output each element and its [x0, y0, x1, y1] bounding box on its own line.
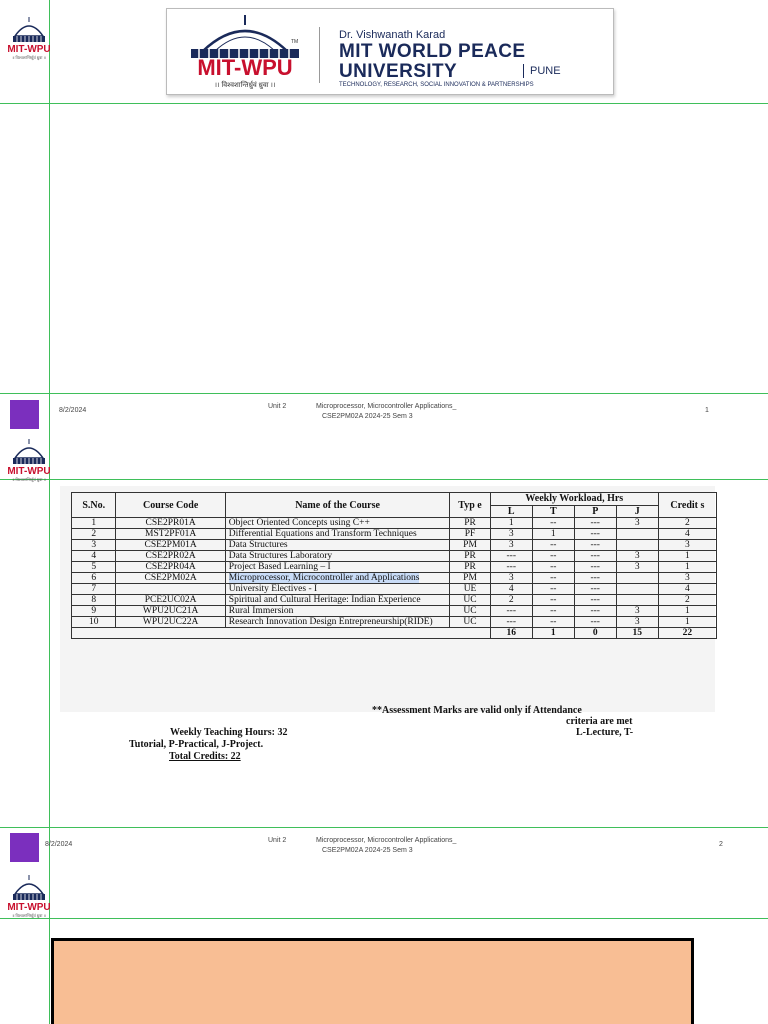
cell-l: 1 — [490, 518, 532, 529]
cell-p: --- — [574, 562, 616, 573]
table-row — [72, 584, 717, 595]
header-j: J — [616, 505, 658, 518]
table-row — [72, 518, 717, 529]
cell-j — [616, 573, 658, 584]
cell-course-name: Spiritual and Cultural Heritage: Indian Experience — [225, 595, 450, 606]
purple-block — [10, 833, 39, 862]
cell-course-name: Differential Equations and Transform Techniques — [225, 529, 450, 540]
cell-p: --- — [574, 606, 616, 617]
table-row — [72, 595, 717, 606]
guide-line-horizontal — [0, 918, 768, 919]
cell-course-name — [225, 573, 450, 584]
logo-motto: ॥ विश्वशान्तिर्ध्रुवं ध्रुवा ॥ — [12, 913, 46, 918]
cell-credits: 4 — [658, 584, 716, 595]
footer-page-number: 2 — [719, 841, 723, 848]
cell-t: -- — [532, 562, 574, 573]
cell-p: --- — [574, 518, 616, 529]
table-row — [72, 617, 717, 628]
cell-sno: 9 — [72, 606, 116, 617]
table-row — [72, 529, 717, 540]
cell-course-name: University Electives - I — [225, 584, 450, 595]
cell-type: UC — [450, 617, 490, 628]
cell-l: --- — [490, 551, 532, 562]
cell-t: -- — [532, 573, 574, 584]
cell-course-code: CSE2PR02A — [116, 551, 225, 562]
footer-course-meta: CSE2PM02A 2024-25 Sem 3 — [322, 413, 413, 420]
cell-credits: 1 — [658, 551, 716, 562]
cell-t: -- — [532, 606, 574, 617]
cell-t: -- — [532, 540, 574, 551]
totals-blank — [72, 628, 491, 639]
cell-j: 3 — [616, 606, 658, 617]
cell-course-name: Research Innovation Design Entrepreneurship(RIDE) — [225, 617, 450, 628]
cell-course-code: WPU2UC21A — [116, 606, 225, 617]
total-credits: 22 — [658, 628, 716, 639]
cell-t: -- — [532, 617, 574, 628]
cell-l: 3 — [490, 540, 532, 551]
header-course-code: Course Code — [116, 493, 225, 518]
header-p: P — [574, 505, 616, 518]
mit-wpu-logo — [4, 872, 54, 918]
cell-p: --- — [574, 551, 616, 562]
cell-course-code: CSE2PR01A — [116, 518, 225, 529]
cell-course-code: CSE2PM01A — [116, 540, 225, 551]
cell-course-code: WPU2UC22A — [116, 617, 225, 628]
slide-3 — [0, 866, 768, 1024]
cell-credits: 2 — [658, 595, 716, 606]
header-credits: Credit s — [658, 493, 716, 518]
highlighted-course-name: Microprocessor, Microcontroller and Applications — [228, 572, 420, 583]
footer-page-number: 1 — [705, 407, 709, 414]
cell-sno: 3 — [72, 540, 116, 551]
cell-credits: 1 — [658, 617, 716, 628]
cell-course-code: PCE2UC02A — [116, 595, 225, 606]
slide-2 — [0, 430, 768, 866]
total-j: 15 — [616, 628, 658, 639]
cell-type: PM — [450, 573, 490, 584]
cell-l: --- — [490, 617, 532, 628]
cell-p: --- — [574, 584, 616, 595]
footer-course: Microprocessor, Microcontroller Applications_ — [316, 837, 457, 844]
cell-type: PR — [450, 551, 490, 562]
cell-j: 3 — [616, 617, 658, 628]
cell-credits: 3 — [658, 573, 716, 584]
cell-sno: 5 — [72, 562, 116, 573]
course-table-body — [72, 518, 717, 639]
cell-course-name: Data Structures — [225, 540, 450, 551]
logo-text: MIT-WPU — [7, 466, 51, 477]
logo-text: MIT-WPU — [7, 44, 51, 55]
cell-sno: 2 — [72, 529, 116, 540]
weekly-teaching-hours: Weekly Teaching Hours: 32 — [170, 727, 288, 738]
dome-icon — [9, 872, 49, 902]
logo-motto: ॥ विश्वशान्तिर्ध्रुवं ध्रुवा ॥ — [12, 477, 46, 482]
cell-j — [616, 529, 658, 540]
cell-t: -- — [532, 584, 574, 595]
university-city: PUNE — [523, 64, 561, 78]
header-workload: Weekly Workload, Hrs — [490, 493, 658, 506]
slide-1 — [0, 0, 768, 430]
guide-line-horizontal — [0, 393, 768, 394]
cell-l: 3 — [490, 573, 532, 584]
banner-divider — [319, 27, 320, 83]
banner-brand: MIT-WPU — [197, 55, 293, 80]
cell-sno: 8 — [72, 595, 116, 606]
header-type: Typ e — [450, 493, 490, 518]
header-course-name: Name of the Course — [225, 493, 450, 518]
cell-p: --- — [574, 595, 616, 606]
cell-type: UC — [450, 595, 490, 606]
cell-p: --- — [574, 529, 616, 540]
guide-line-horizontal — [0, 103, 768, 104]
table-row — [72, 551, 717, 562]
purple-block — [10, 400, 39, 429]
cell-p: --- — [574, 617, 616, 628]
cell-l: 2 — [490, 595, 532, 606]
cell-j: 3 — [616, 551, 658, 562]
guide-line-vertical — [49, 430, 50, 866]
legend-line2: Tutorial, P-Practical, J-Project. — [129, 739, 264, 750]
logo-text: MIT-WPU — [7, 902, 51, 913]
cell-course-code: CSE2PR04A — [116, 562, 225, 573]
total-p: 0 — [574, 628, 616, 639]
orange-content-box — [51, 938, 694, 1024]
cell-t: -- — [532, 551, 574, 562]
dome-icon — [173, 13, 317, 59]
cell-p: --- — [574, 540, 616, 551]
cell-sno: 7 — [72, 584, 116, 595]
header-l: L — [490, 505, 532, 518]
footer-unit: Unit 2 — [268, 403, 287, 410]
course-table — [71, 492, 717, 639]
cell-sno: 4 — [72, 551, 116, 562]
university-tagline: TECHNOLOGY, RESEARCH, SOCIAL INNOVATION & PARTNERSHIPS — [339, 82, 534, 88]
cell-t: -- — [532, 518, 574, 529]
cell-t: 1 — [532, 529, 574, 540]
university-name-line2: UNIVERSITY — [339, 61, 458, 82]
table-row — [72, 606, 717, 617]
founder-name: Dr. Vishwanath Karad — [339, 29, 446, 41]
cell-t: -- — [532, 595, 574, 606]
guide-line-horizontal — [0, 479, 768, 480]
cell-type: PM — [450, 540, 490, 551]
cell-l: 3 — [490, 529, 532, 540]
mit-wpu-logo — [4, 436, 54, 482]
cell-j — [616, 540, 658, 551]
logo-motto: ॥ विश्वशान्तिर्ध्रुवं ध्रुवा ॥ — [12, 55, 46, 60]
table-row-totals — [72, 628, 717, 639]
cell-credits: 1 — [658, 606, 716, 617]
cell-j — [616, 584, 658, 595]
footer-date: 8/2/2024 — [59, 407, 87, 414]
cell-course-name: Data Structures Laboratory — [225, 551, 450, 562]
university-name-line1: MIT WORLD PEACE — [339, 41, 526, 62]
university-banner — [166, 8, 614, 95]
cell-course-code — [116, 584, 225, 595]
table-row — [72, 562, 717, 573]
assessment-note-line1: **Assessment Marks are valid only if Attendance — [372, 705, 582, 716]
trademark: TM — [291, 39, 299, 45]
cell-type: PR — [450, 518, 490, 529]
footer-course: Microprocessor, Microcontroller Applications_ — [316, 403, 457, 410]
cell-l: --- — [490, 606, 532, 617]
cell-credits: 4 — [658, 529, 716, 540]
footer-unit: Unit 2 — [268, 837, 287, 844]
assessment-note-line2: criteria are met — [566, 716, 633, 727]
cell-j — [616, 595, 658, 606]
footer-date: 8/2/2024 — [45, 841, 73, 848]
header-sno: S.No. — [72, 493, 116, 518]
cell-credits: 2 — [658, 518, 716, 529]
cell-credits: 3 — [658, 540, 716, 551]
dome-icon — [9, 436, 49, 466]
cell-j: 3 — [616, 518, 658, 529]
cell-type: UE — [450, 584, 490, 595]
guide-line-vertical — [49, 0, 50, 430]
total-credits: Total Credits: 22 — [169, 751, 241, 762]
cell-p: --- — [574, 573, 616, 584]
cell-course-name: Object Oriented Concepts using C++ — [225, 518, 450, 529]
cell-l: --- — [490, 562, 532, 573]
cell-sno: 6 — [72, 573, 116, 584]
cell-course-code: CSE2PM02A — [116, 573, 225, 584]
total-l: 16 — [490, 628, 532, 639]
cell-l: 4 — [490, 584, 532, 595]
cell-sno: 10 — [72, 617, 116, 628]
banner-motto: ।। विश्वशान्तिर्ध्रुवं ध्रुवा ।। — [214, 81, 276, 89]
cell-type: UC — [450, 606, 490, 617]
cell-j: 3 — [616, 562, 658, 573]
header-t: T — [532, 505, 574, 518]
cell-credits: 1 — [658, 562, 716, 573]
mit-wpu-logo — [4, 14, 54, 60]
cell-type: PF — [450, 529, 490, 540]
table-row — [72, 573, 717, 584]
guide-line-horizontal — [0, 827, 768, 828]
cell-type: PR — [450, 562, 490, 573]
legend-line1: L-Lecture, T- — [576, 727, 634, 738]
footer-course-meta: CSE2PM02A 2024-25 Sem 3 — [322, 847, 413, 854]
cell-course-code: MST2PF01A — [116, 529, 225, 540]
dome-icon — [9, 14, 49, 44]
cell-course-name: Rural Immersion — [225, 606, 450, 617]
cell-sno: 1 — [72, 518, 116, 529]
table-row — [72, 540, 717, 551]
total-t: 1 — [532, 628, 574, 639]
cell-course-name: Project Based Learning – I — [225, 562, 450, 573]
